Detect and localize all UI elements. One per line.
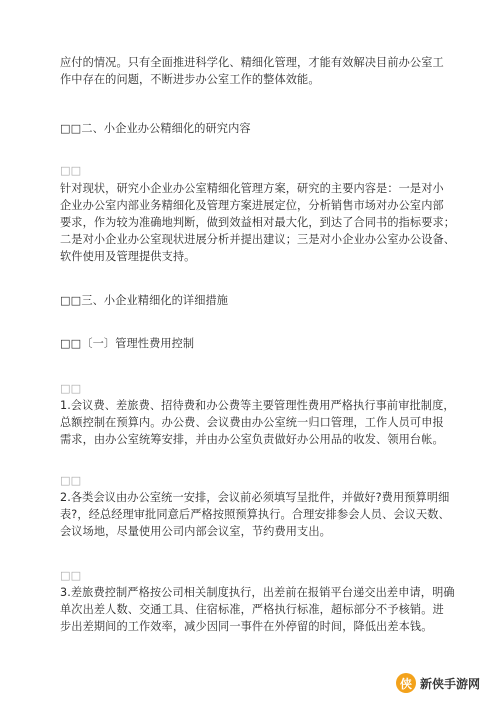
- item-1-line: 需求，由办公室统筹安排，并由办公室负责做好办公用品的收发、领用台帐。: [60, 433, 444, 446]
- site-watermark[interactable]: [393, 670, 486, 696]
- item-2-line: 2.各类会议由办公室统一安排，会议前必须填写呈批件，并做好?费用预算明细: [60, 491, 450, 504]
- research-paragraph: [60, 180, 456, 265]
- research-line: 要求，作为较为准确地判断，做到效益相对最大化，到达了合同书的指标要求；: [60, 216, 456, 229]
- brand-name: 新侠手游网: [419, 676, 480, 691]
- item-2-line: 表?，经总经理审批同意后严格按照预算执行。合理安排参会人员、会议天数、: [60, 508, 450, 521]
- item-3-paragraph: [60, 584, 455, 635]
- paragraph-marker: □□: [60, 164, 82, 177]
- item-3-line: 3.差旅费控制严格按公司相关制度执行，出差前在报销平台递交出差申请，明确: [60, 586, 455, 599]
- item-3-line: 单次出差人数、交通工具、住宿标准，严格执行标准，超标部分不予核销。进: [60, 603, 444, 616]
- section-heading-2: □□二、小企业办公精细化的研究内容: [60, 122, 251, 135]
- item-2-line: 会议场地，尽量使用公司内部会议室，节约费用支出。: [60, 525, 331, 538]
- item-2-paragraph: [60, 489, 450, 540]
- intro-line: 应付的情况。只有全面推进科学化、精细化管理，才能有效解决目前办公室工: [60, 56, 444, 69]
- item-3-line: 步出差期间的工作效率，减少因同一事件在外停留的时间，降低出差本钱。: [60, 620, 433, 633]
- section-heading-3: □□三、小企业精细化的详细措施: [60, 294, 229, 307]
- research-line: 企业办公室内部业务精细化及管理方案进展定位，分析销售市场对办公室内部: [60, 199, 444, 212]
- paragraph-marker: □□: [60, 382, 82, 395]
- research-line: 二是对小企业办公室现状进展分析并提出建议；三是对小企业办公室办公设备、: [60, 233, 456, 246]
- item-1-line: 总额控制在预算内。办公费、会议费由办公室统一归口管理，工作人员可申报: [60, 416, 444, 429]
- subsection-heading: □□〔一〕管理性费用控制: [60, 337, 195, 350]
- intro-paragraph: [60, 54, 442, 88]
- item-1-line: 1.会议费、差旅费、招待费和办公费等主要管理性费用严格执行事前审批制度，: [60, 399, 455, 412]
- paragraph-marker: □□: [60, 569, 82, 582]
- research-line: 针对现状，研究小企业办公室精细化管理方案，研究的主要内容是：一是对小: [60, 182, 444, 195]
- brand-logo-icon: 侠: [396, 673, 416, 693]
- paragraph-marker: □□: [60, 474, 82, 487]
- research-line: 软件使用及管理提供支持。: [60, 250, 196, 263]
- item-1-paragraph: [60, 397, 455, 448]
- intro-line: 作中存在的问题，不断进步办公室工作的整体效能。: [60, 73, 320, 86]
